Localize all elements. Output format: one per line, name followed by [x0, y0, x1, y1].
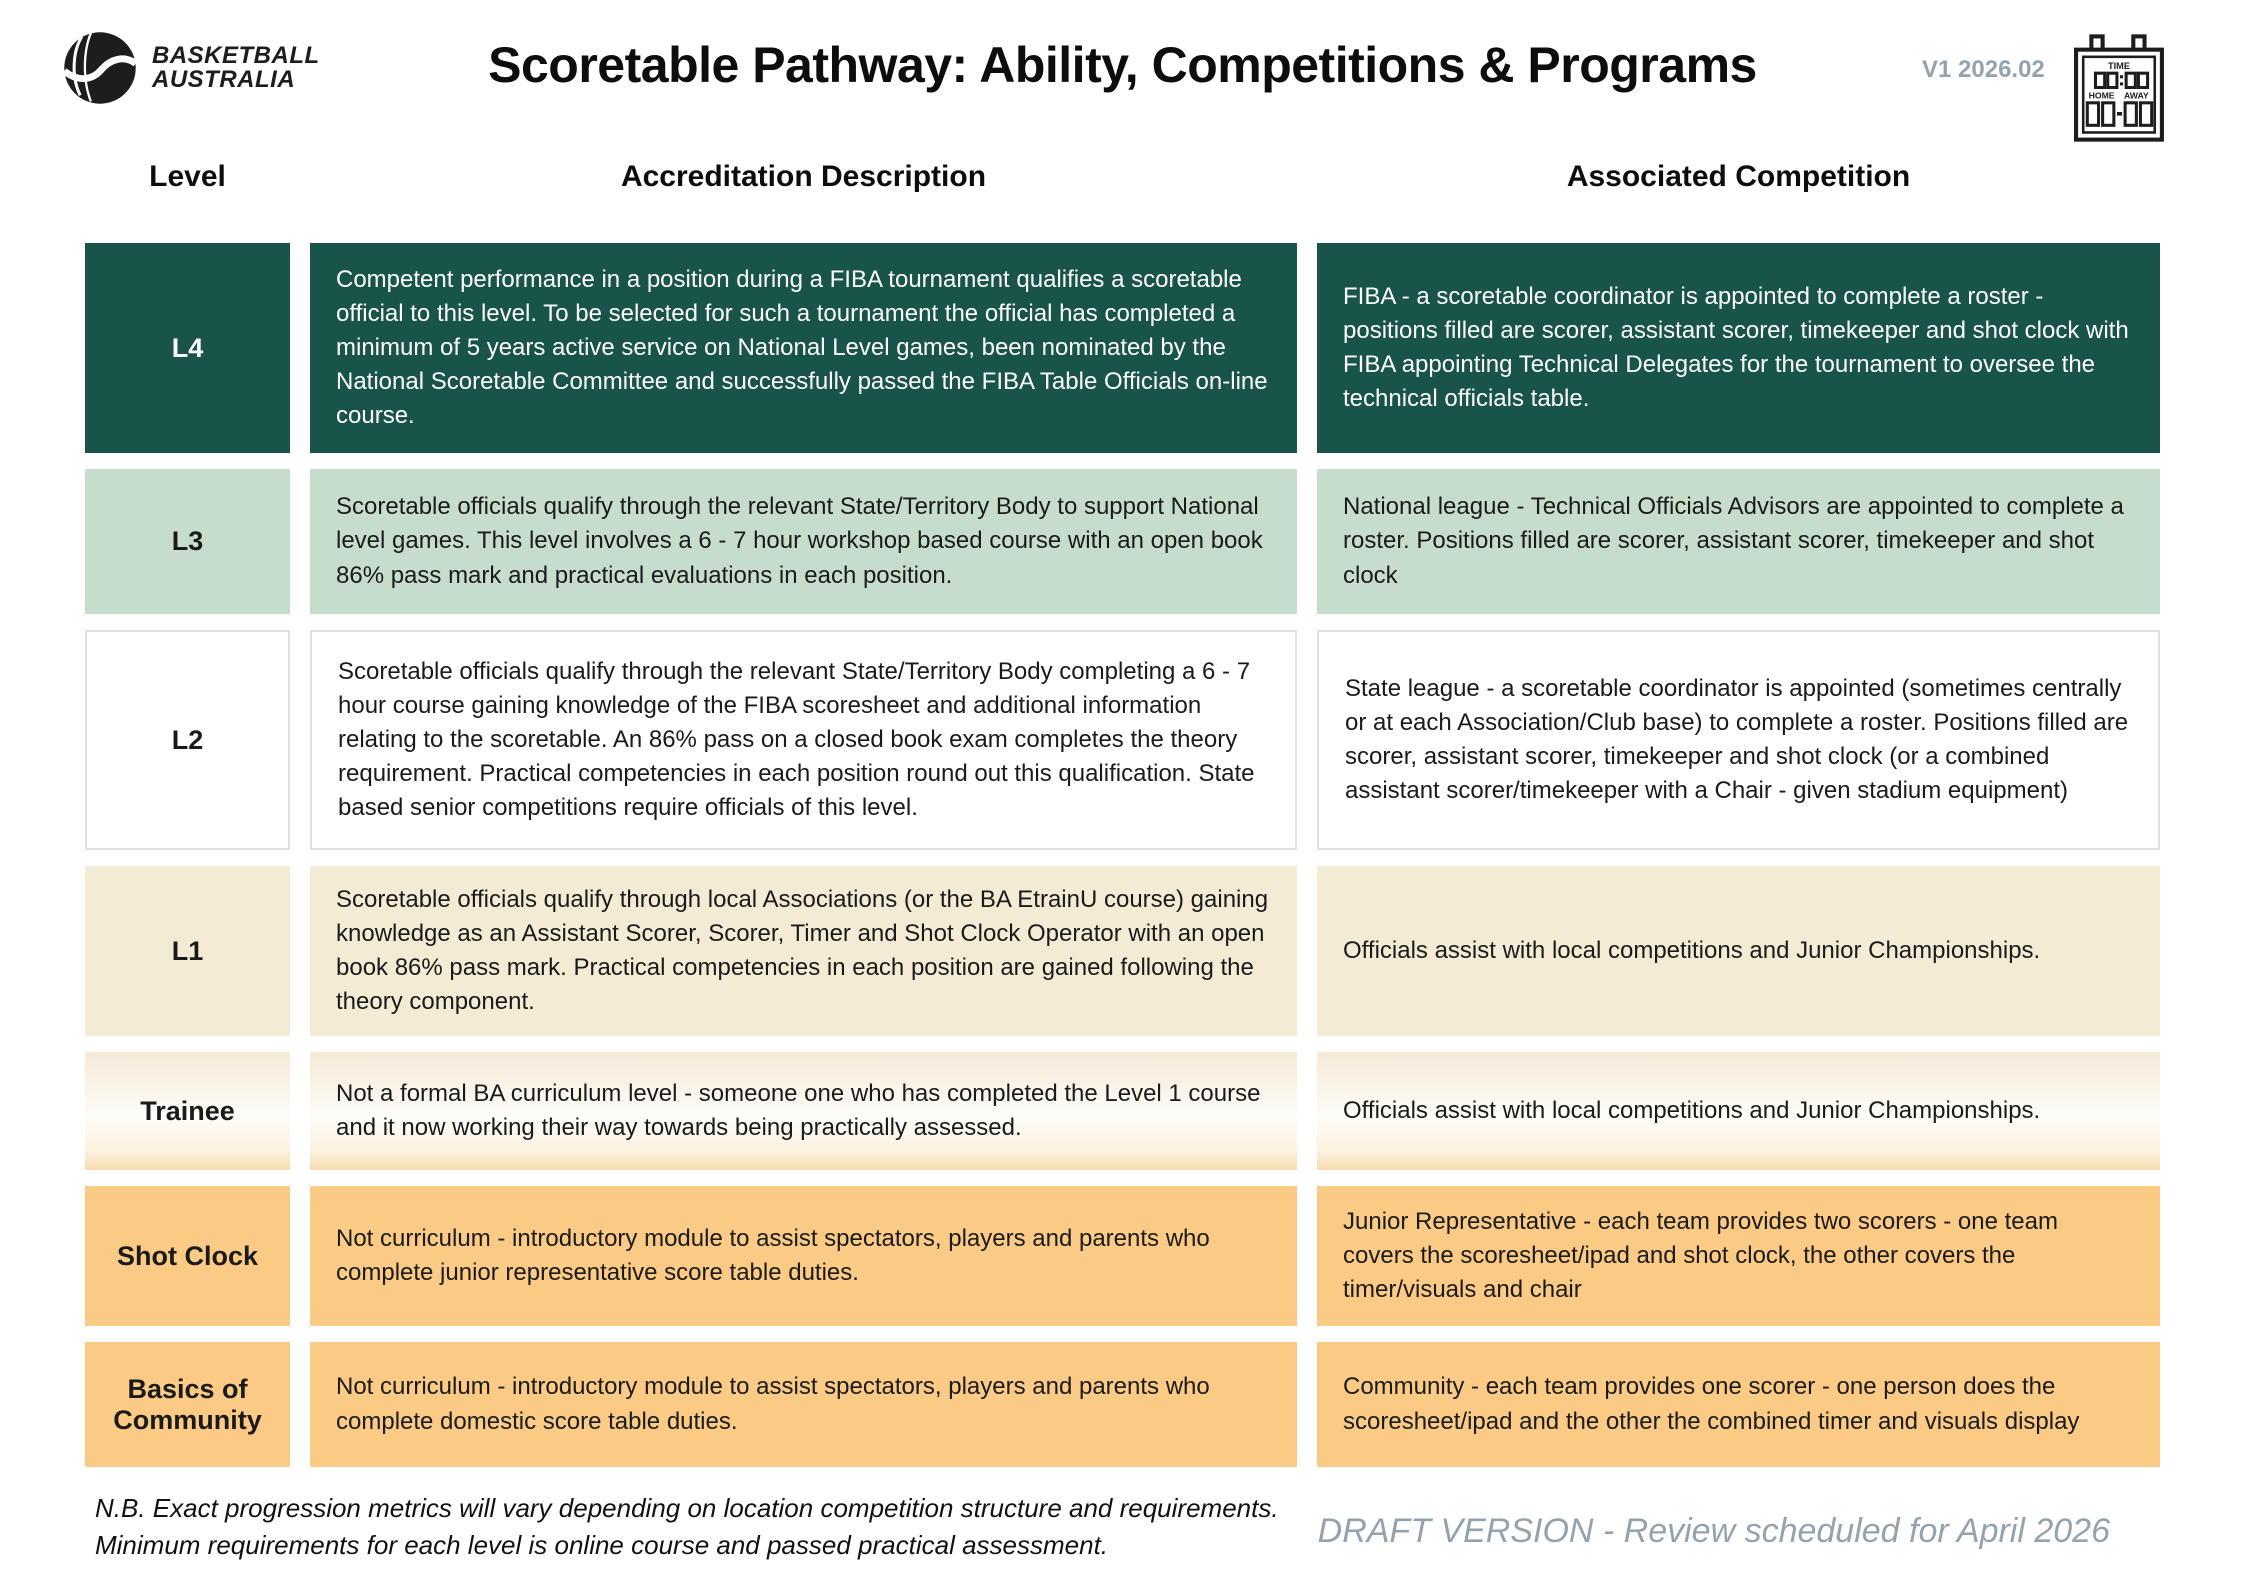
accreditation-description-text: Scoretable officials qualify through the relevant State/Territory Body completing a 6 - 7 hour course gaining knowledge of the FIBA scoresheet and additional information relating to the scoretable. An 86% pass on a closed book exam completes the theory requirement. Practical competencies in each position round out this qualification. State based senior competitions require officials of this level.	[338, 657, 1255, 822]
accreditation-description-text: Not a formal BA curriculum level - someone one who has completed the Level 1 course and it now working their way towards being practically assessed.	[336, 1079, 1261, 1141]
table-row	[85, 630, 2160, 850]
associated-competition-text: National league - Technical Officials Advisors are appointed to complete a roster. Positions filled are scorer, assistant scorer, timekeeper and shot clock	[1343, 493, 2124, 589]
associated-competition-cell	[1317, 243, 2160, 453]
level-cell	[85, 243, 290, 453]
scoreboard-time-label: TIME	[2108, 61, 2130, 72]
footnote-line-1: N.B. Exact progression metrics will vary depending on location competition structure and requirements.	[95, 1493, 1279, 1523]
accreditation-description-cell	[310, 243, 1297, 453]
accreditation-description-text: Scoretable officials qualify through the relevant State/Territory Body to support National level games. This level involves a 6 - 7 hour workshop based course with an open book 86% pass mark and practical evaluations in each position.	[336, 493, 1263, 589]
page-title: Scoretable Pathway: Ability, Competitions & Programs	[488, 37, 1757, 93]
footnote-line-2: Minimum requirements for each level is online course and passed practical assessment.	[95, 1529, 1109, 1560]
scoreboard-home-label: HOME	[2088, 90, 2115, 101]
accreditation-description-text: Not curriculum - introductory module to assist spectators, players and parents who complete domestic score table duties.	[336, 1373, 1210, 1435]
level-cell	[85, 469, 290, 614]
level-label: Shot Clock	[116, 1240, 258, 1271]
footnote	[95, 1490, 1279, 1564]
accreditation-description-text: Scoretable officials qualify through local Associations (or the BA EtrainU course) gaining knowledge as an Assistant Scorer, Scorer, Timer and Shot Clock Operator with an open book 86% pass mark. Practical competencies in each position are gained following the theory component.	[336, 885, 1269, 1016]
level-label: Trainee	[140, 1095, 235, 1126]
accreditation-description-text: Competent performance in a position during a FIBA tournament qualifies a scoretable official to this level. To be selected for such a tournament the official has completed a minimum of 5 years active service on National Level games, been nominated by the National Scoretable Committee and successfully passed the FIBA Table Officials on-line course.	[336, 265, 1268, 430]
pathway-table	[85, 243, 2160, 1467]
associated-competition-cell	[1317, 1342, 2160, 1467]
associated-competition-cell	[1317, 866, 2160, 1036]
level-label: L2	[171, 724, 204, 755]
accreditation-description-cell	[310, 1186, 1297, 1326]
associated-competition-text: Officials assist with local competitions and Junior Championships.	[1343, 936, 2041, 964]
accreditation-description-cell	[310, 866, 1297, 1036]
table-row	[85, 1186, 2160, 1326]
associated-competition-text: State league - a scoretable coordinator is appointed (sometimes centrally or at each Association/Club base) to complete a roster. Positions filled are scorer, assistant scorer, timekeeper and shot clock (or a combined assistant scorer/timekeeper with a Chair - given stadium equipment)	[1345, 674, 2129, 805]
associated-competition-text: FIBA - a scoretable coordinator is appointed to complete a roster - positions filled are scorer, assistant scorer, timekeeper and shot clock with FIBA appointing Technical Delegates for the tournament to oversee the technical officials table.	[1343, 282, 2129, 413]
column-header-accreditation-description: Accreditation Description	[620, 160, 987, 193]
column-header-level: Level	[149, 160, 226, 193]
accreditation-description-text: Not curriculum - introductory module to assist spectators, players and parents who complete junior representative score table duties.	[336, 1224, 1210, 1286]
level-cell	[85, 1186, 290, 1326]
level-cell	[85, 1052, 290, 1170]
level-label: L3	[171, 526, 204, 556]
draft-version-label: DRAFT VERSION - Review scheduled for April 2026	[1317, 1512, 2110, 1550]
logo-line-2: AUSTRALIA	[152, 66, 296, 93]
logo-line-1: BASKETBALL	[152, 41, 320, 69]
column-header-associated-competition: Associated Competition	[1566, 160, 1911, 193]
level-cell	[85, 1342, 290, 1467]
accreditation-description-cell	[310, 630, 1297, 850]
table-row	[85, 469, 2160, 614]
accreditation-description-cell	[310, 1052, 1297, 1170]
associated-competition-text: Officials assist with local competitions and Junior Championships.	[1343, 1096, 2041, 1124]
associated-competition-cell	[1317, 469, 2160, 614]
table-row	[85, 243, 2160, 453]
scoreboard-away-label: AWAY	[2123, 90, 2149, 101]
table-row	[85, 1342, 2160, 1467]
level-label: Basics of Community	[113, 1373, 262, 1435]
associated-competition-cell	[1317, 1052, 2160, 1170]
table-row	[85, 1052, 2160, 1170]
version-label: V1 2026.02	[1922, 56, 2045, 83]
level-label: L4	[171, 332, 204, 363]
accreditation-description-cell	[310, 1342, 1297, 1467]
level-cell	[85, 630, 290, 850]
level-cell	[85, 866, 290, 1036]
scoreboard-icon	[2074, 34, 2166, 142]
column-headers	[85, 160, 2160, 194]
table-row	[85, 866, 2160, 1036]
level-label: L1	[171, 935, 204, 966]
accreditation-description-cell	[310, 469, 1297, 614]
associated-competition-cell	[1317, 1186, 2160, 1326]
associated-competition-text: Junior Representative - each team provides two scorers - one team covers the scoresheet/ipad and shot clock, the other covers the timer/visuals and chair	[1343, 1207, 2058, 1304]
associated-competition-cell	[1317, 630, 2160, 850]
associated-competition-text: Community - each team provides one scorer - one person does the scoresheet/ipad and the other the combined timer and visuals display	[1343, 1373, 2080, 1435]
